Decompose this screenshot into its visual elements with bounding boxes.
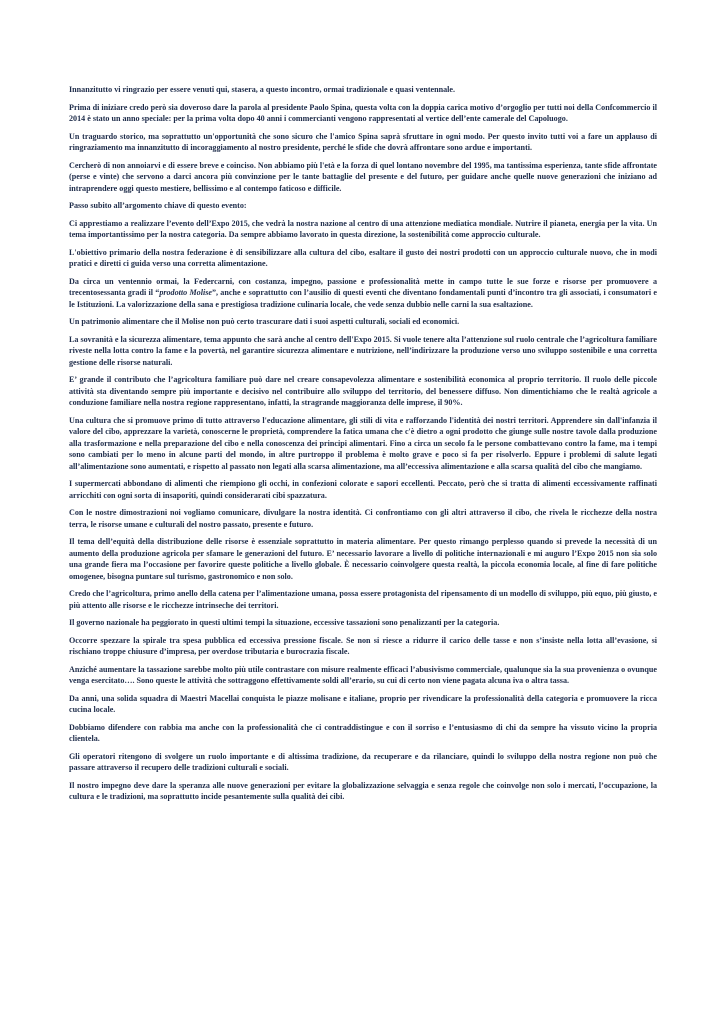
paragraph-16: Credo che l’agricoltura, primo anello della catena per l’alimentazione umana, possa essere protagonista del ripensamento di un modello di sviluppo, più equo, più giusto, e più attento alle risorse e le ricchezze intrinseche dei territori. [69,589,657,610]
paragraph-8-before: Da circa un ventennio ormai, la Federcarni, con costanza, impegno, passione e professionalità mette in campo tutte le sue forze e risorse per promuovere a trecentosessanta gradi il “ [69,276,657,297]
paragraph-23: Il nostro impegno deve dare la speranza alle nuove generazioni per evitare la globalizzazione selvaggia e senza regole che coinvolge non solo i mercati, l’occupazione, la cultura e le tradizioni, ma soprattutto incide pesantemente sulla qualità dei cibi. [69,780,657,801]
paragraph-11: E’ grande il contributo che l’agricoltura familiare può dare nel creare consapevolezza alimentare e sostenibilità economica al proprio territorio. Il ruolo delle piccole attività sta diventando sempre più importante e decisivo nel contribuire allo sviluppo del territorio, del benessere diffuso. Non dimentichiamo che le realtà agricole a conduzione familiare nella nostra regione rappresentano, infatti, la stragrande maggioranza delle imprese, il 90%. [69,375,657,407]
paragraph-4: Cercherò di non annoiarvi e di essere breve e coinciso. Non abbiamo più l'età e la forza di quel lontano novembre del 1995, ma tantissima esperienza, tante sfide affrontate (perse e vinte) che servono a darci ancora più convinzione per le tante battaglie del presente e del futuro, per guidare anche quelle nuove generazioni che iniziano ad intraprendere oggi questo mestiere, bellissimo e al contempo faticoso e difficile. [69,160,657,193]
paragraph-19: Anziché aumentare la tassazione sarebbe molto più utile contrastare con misure realmente efficaci l’abusivismo commerciale, qualunque sia la sua provenienza o ovunque venga esercitato…. Sono queste le attività che sottraggono effettivamente soldi all’erario, su cui di certo non viene pagata alcuna iva o altra tassa. [69,664,657,685]
paragraph-8-emphasis: prodotto Molise [159,288,212,297]
paragraph-9: Un patrimonio alimentare che il Molise non può certo trascurare dati i suoi aspetti culturali, sociali ed economici. [69,317,460,326]
paragraph-14: Con le nostre dimostrazioni noi vogliamo comunicare, divulgare la nostra identità. Ci confrontiamo con gli altri attraverso il cibo, che rivela le ricchezze della nostra terra, le risorse umane e culturali del nostro passato, presente e futuro. [69,508,657,529]
paragraph-13: I supermercati abbondano di alimenti che riempiono gli occhi, in confezioni colorate e sapori eccellenti. Peccato, però che si tratta di alimenti eccessivamente raffinati arricchiti con ogni sorta di insaporiti, quindi considerarati cibi spazzatura. [69,479,657,500]
paragraph-10: La sovranità e la sicurezza alimentare, tema appunto che sarà anche al centro dell'Expo 2015. Si vuole tenere alta l’attenzione sul ruolo centrale che l’agricoltura familiare riveste nella lotta contro la fame e la povertà, nel garantire sicurezza alimentare e nutrizione, nell’indirizzare la produzione verso uno sviluppo sostenibile e una corretta gestione delle risorse naturali. [69,334,657,367]
paragraph-17: Il governo nazionale ha peggiorato in questi ultimi tempi la situazione, eccessive tassazioni sono penalizzanti per la categoria. [69,618,500,627]
paragraph-3: Un traguardo storico, ma soprattutto un'opportunità che sono sicuro che l'amico Spina saprà sfruttare in ogni modo. Per questo invito tutti voi a fare un applauso di ringraziamento ma innanzitutto di incoraggiamento al nostro presidente, perché le sfide che dovrà affrontare sono ardue e importanti. [69,131,657,152]
paragraph-15: Il tema dell’equità della distribuzione delle risorse è essenziale soprattutto in materia alimentare. Per questo rimango perplesso quando si prevede la necessità di un aumento della produzione agricola per sfamare le generazioni del futuro. E’ necessario lavorare a livello di politiche internazionali e mi auguro l’Expo 2015 non sia solo una grande fiera ma l’occasione per favorire queste politiche a livello globale. È necessario coinvolgere questa realtà, la piccola economia locale, al fine di fare politiche omogenee, bisogna puntare sul turismo, gastronomico e non solo. [69,537,657,581]
paragraph-18: Occorre spezzare la spirale tra spesa pubblica ed eccessiva pressione fiscale. Se non si riesce a ridurre il carico delle tasse e non s’insiste nella lotta all’evasione, si rischiano troppe chiusure d’impresa, per overdose tributaria e burocrazia fiscale. [69,635,657,656]
paragraph-12: Una cultura che si promuove primo di tutto attraverso l'educazione alimentare, gli stili di vita e rafforzando l'identità dei nostri territori. Apprendere sin dall'infanzia il valore del cibo, apprezzare la varietà, conoscerne le proprietà, comprendere la fatica umana che c'è dietro a ogni prodotto che giunge sulle nostre tavole dalla produzione alla trasformazione e nella preparazione del cibo e nella conoscenza dei principi alimentari. Fino a circa un secolo fa le persone combattevano contro la fame, ma i tempi sono cambiati per lo meno in alcune parti del mondo, in altre purtroppo il problema è molto grave e poco si fa per risolverlo. Eppure i problemi di salute legati all’alimentazione sono aumentati, e rispetto al passato non legati alla scarsa alimentazione, ma all’eccessiva alimentazione e alla scarsa qualità del cibo che mangiamo. [69,415,657,471]
paragraph-5: Passo subito all’argomento chiave di questo evento: [69,201,247,210]
paragraph-8 [69,276,657,311]
paragraph-1: Innanzitutto vi ringrazio per essere venuti qui, stasera, a questo incontro, ormai tradizionale e quasi ventennale. [69,85,456,94]
paragraph-7: L'obiettivo primario della nostra federazione è di sensibilizzare alla cultura del cibo, esaltare il gusto dei nostri prodotti con un approccio culturale nuovo, che in modi pratici e diretti ci guida verso una corretta alimentazione. [69,247,657,268]
paragraph-21: Dobbiamo difendere con rabbia ma anche con la professionalità che ci contraddistingue e con il sorriso e l’entusiasmo di chi da sempre ha vissuto vicino la propria clientela. [69,722,657,743]
paragraph-20: Da anni, una solida squadra di Maestri Macellai conquista le piazze molisane e italiane, proprio per rivendicare la professionalità della categoria e promuovere la ricca cucina locale. [69,693,657,714]
paragraph-22: Gli operatori ritengono di svolgere un ruolo importante e di altissima tradizione, da recuperare e da rilanciare, quindi lo sviluppo della nostra regione non può che passare attraverso il recupero delle tradizioni culturali e sociali. [69,751,657,772]
document-body [69,84,657,809]
paragraph-2: Prima di iniziare credo però sia doveroso dare la parola al presidente Paolo Spina, questa volta con la doppia carica motivo d’orgoglio per tutti noi della Confcommercio il 2014 è stato un anno speciale: per la prima volta dopo 40 anni i commercianti vengono rappresentati al vertice dell’ente camerale del Capoluogo. [69,102,657,123]
paragraph-8-after: ”, anche e soprattutto con l’ausilio di questi eventi che diventano fondamentali punti d’incontro tra gli associati, i consumatori e le Istituzioni. La valorizzazione della sana e prestigiosa tradizione culinaria locale, che vede senza dubbio nelle carni la sua esaltazione. [69,288,658,309]
paragraph-6: Ci apprestiamo a realizzare l’evento dell’Expo 2015, che vedrà la nostra nazione al centro di una attenzione mediatica mondiale. Nutrire il pianeta, energia per la vita. Un tema importantissimo per la nostra categoria. Da sempre abbiamo lavorato in questa direzione, la sostenibilità come approccio culturale. [69,218,657,239]
